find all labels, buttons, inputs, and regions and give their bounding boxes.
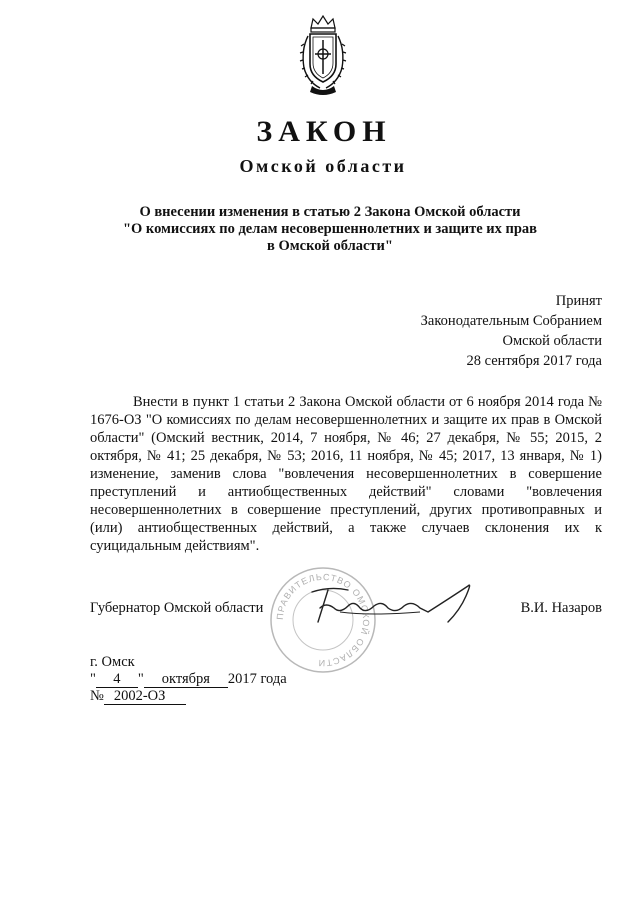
adoption-line: Принят	[555, 293, 602, 309]
number-prefix: №	[90, 688, 104, 704]
date-quote: "	[90, 671, 96, 687]
region-heading: Омской области	[239, 156, 407, 176]
adoption-line: Законодательным Собранием	[420, 313, 602, 329]
law-number	[90, 688, 186, 705]
date-year: 2017 года	[227, 671, 287, 687]
date-month: октября	[144, 672, 228, 688]
law-title-line: в Омской области"	[267, 238, 393, 254]
law-body-paragraph: Внести в пункт 1 статьи 2 Закона Омской области от 6 ноября 2014 года № 1676-ОЗ "О комиссиях по делам несовершеннолетних и защите их прав в Омской области" (Омский вестник, 2014, 7 ноября, № 46; 27 декабря, № 55; 2015, 2 октября, № 41; 25 декабря, № 53; 2016, 11 ноября, № 45; 2017, 13 января, № 1) изменение, заменив слова "вовлечения несовершеннолетних в совершение преступлений и антиобщественных действий" словами "вовлечения несовершеннолетних в совершение преступлений, других противоправных и (или) антиобщественных действий, а также случаев склонения их к суицидальным действиям".	[90, 394, 602, 554]
date-day: 4	[96, 672, 138, 688]
signatory-position: Губернатор Омской области	[90, 600, 264, 616]
law-title-line: "О комиссиях по делам несовершеннолетних и защите их прав	[122, 221, 538, 237]
law-title	[100, 204, 560, 255]
coat-of-arms-icon	[298, 14, 348, 98]
adoption-line: Омской области	[502, 333, 602, 349]
handwritten-signature	[300, 578, 480, 628]
number-value: 2002-ОЗ	[104, 689, 186, 705]
adoption-block	[322, 291, 602, 371]
document-type-heading: ЗАКОН	[256, 115, 392, 148]
stamp-text: ПРАВИТЕЛЬСТВО ОМСКОЙ ОБЛАСТИ	[274, 571, 372, 669]
law-title-line: О внесении изменения в статью 2 Закона Омской области	[139, 204, 521, 220]
adoption-date: 28 сентября 2017 года	[466, 353, 602, 369]
date-quote: "	[137, 671, 144, 687]
signatory-name: В.И. Назаров	[520, 600, 602, 616]
signing-date	[90, 671, 287, 688]
place-of-signing: г. Омск	[90, 654, 135, 670]
